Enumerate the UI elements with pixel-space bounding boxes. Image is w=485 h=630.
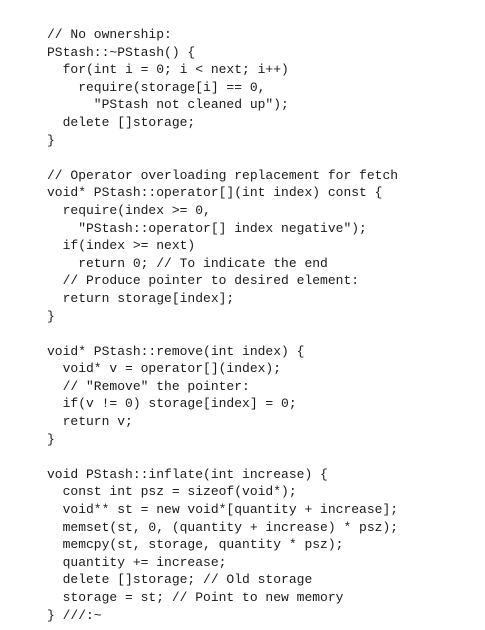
code-line: require(storage[i] == 0, — [47, 79, 266, 95]
code-line: delete []storage; // Old storage — [47, 572, 313, 588]
code-listing — [47, 26, 398, 624]
code-line: void* PStash::remove(int index) { — [47, 343, 305, 359]
code-line: const int psz = sizeof(void*); — [47, 484, 297, 500]
code-line: // Operator overloading replacement for fetch — [47, 167, 399, 183]
code-line: PStash::~PStash() { — [47, 44, 196, 60]
code-line: storage = st; // Point to new memory — [47, 590, 344, 605]
code-line: } — [47, 132, 55, 148]
code-line: // Produce pointer to desired element: — [47, 273, 360, 289]
code-line: // "Remove" the pointer: — [47, 378, 250, 394]
blank-line — [47, 149, 398, 167]
code-line: "PStash::operator[] index negative"); — [47, 220, 367, 236]
code-line: for(int i = 0; i < next; i++) — [47, 62, 289, 78]
code-line: void PStash::inflate(int increase) { — [47, 466, 328, 482]
code-line: // No ownership: — [47, 27, 172, 42]
code-line: return 0; // To indicate the end — [47, 255, 328, 271]
code-line: void* PStash::operator[](int index) const { — [47, 185, 383, 201]
blank-line — [47, 325, 398, 343]
code-line: quantity += increase; — [47, 554, 227, 570]
code-line: } ///:~ — [47, 607, 102, 623]
code-line: return storage[index]; — [47, 290, 235, 306]
code-line: memset(st, 0, (quantity + increase) * psz); — [47, 519, 399, 535]
code-line: if(index >= next) — [47, 238, 196, 254]
code-line: memcpy(st, storage, quantity * psz); — [47, 537, 344, 553]
code-line: } — [47, 431, 55, 447]
code-line: return v; — [47, 414, 133, 430]
code-line: require(index >= 0, — [47, 202, 211, 218]
code-line: delete []storage; — [47, 114, 196, 130]
code-line: if(v != 0) storage[index] = 0; — [47, 396, 297, 412]
code-line: } — [47, 308, 55, 324]
code-line: "PStash not cleaned up"); — [47, 97, 289, 113]
blank-line — [47, 448, 398, 466]
code-line: void* v = operator[](index); — [47, 361, 282, 377]
code-line: void** st = new void*[quantity + increase]; — [47, 502, 399, 518]
